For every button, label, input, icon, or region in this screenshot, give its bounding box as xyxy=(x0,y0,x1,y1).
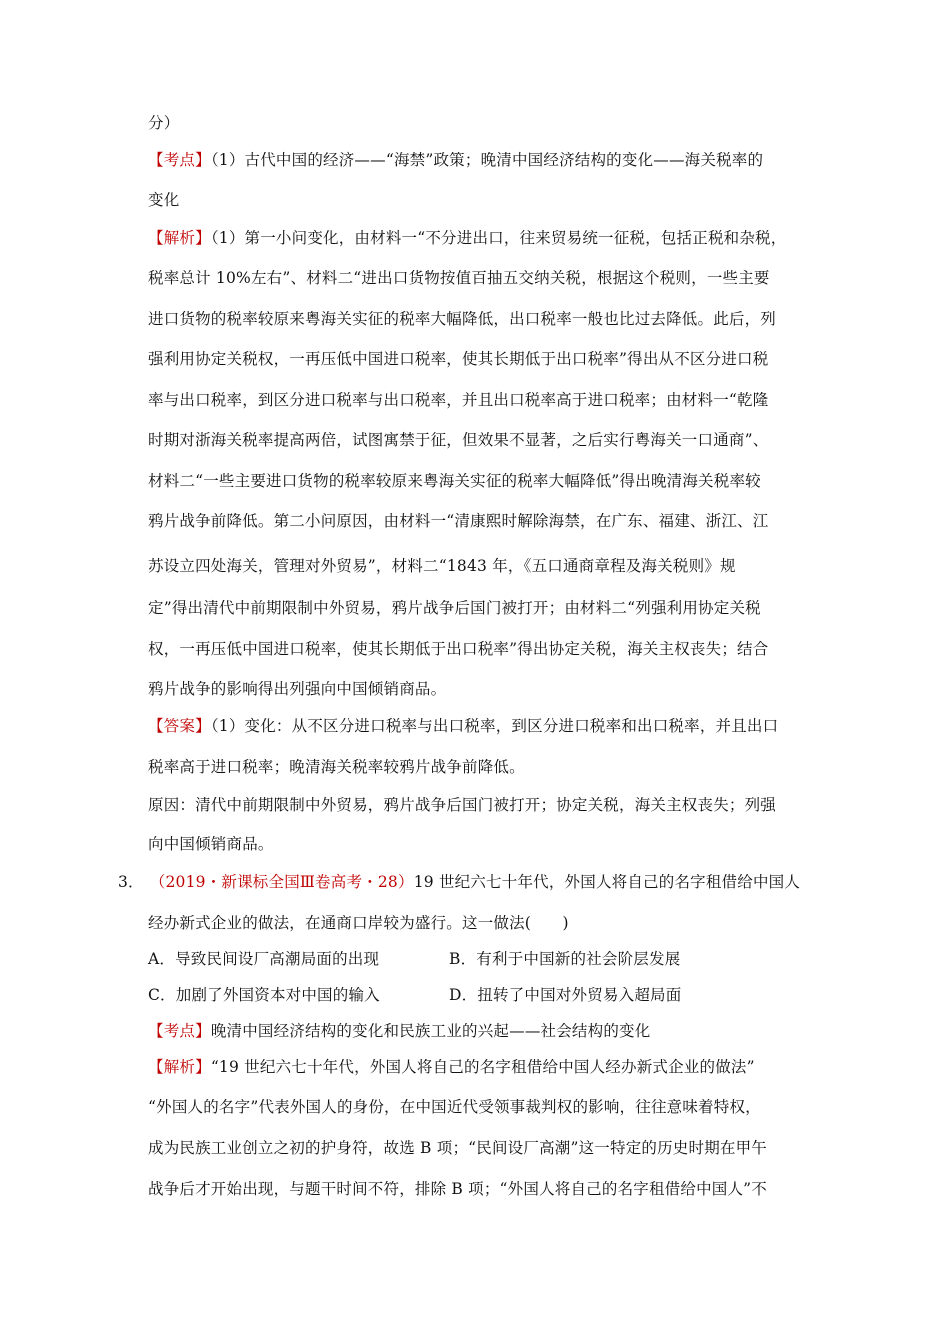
jiexi-line-2: 税率总计 10%左右”、材料二“进出口货物按值百抽五交纳关税，根据这个税则，一些主要 xyxy=(148,269,770,287)
daan-line-1 xyxy=(148,716,778,736)
question-source: （2019・新课标全国Ⅲ卷高考・28） xyxy=(149,873,414,891)
jiexi-line-9: 苏设立四处海关，管理对外贸易”，材料二“1843 年，《五口通商章程及海关税则》规 xyxy=(148,557,736,575)
q3-jiexi-line-2: “外国人的名字”代表外国人的身份，在中国近代受领事裁判权的影响，往往意味着特权， xyxy=(148,1098,761,1116)
daan-line-4: 向中国倾销商品。 xyxy=(148,835,274,853)
prev-answer-tail: 分） xyxy=(148,114,180,132)
question-3-stem-line-2: 经办新式企业的做法，在通商口岸较为盛行。这一做法( ) xyxy=(148,914,569,932)
question-number: 3． xyxy=(118,873,144,891)
q3-kaodian-tag: 【考点】 xyxy=(148,1022,211,1040)
option-d[interactable]: D．扭转了中国对外贸易入超局面 xyxy=(449,986,682,1004)
q3-kaodian-line xyxy=(148,1021,650,1041)
jiexi-text: （1）第一小问变化，由材料一“不分进出口，往来贸易统一征税，包括正税和杂税， xyxy=(210,229,787,247)
kaodian-text: （1）古代中国的经济——“海禁”政策；晚清中国经济结构的变化——海关税率的 xyxy=(210,151,764,169)
jiexi-line-1 xyxy=(148,228,786,248)
q3-jiexi-line-4: 战争后才开始出现，与题干时间不符，排除 B 项；“外国人将自己的名字租借给中国人”不 xyxy=(148,1180,767,1198)
q3-jiexi-line-1 xyxy=(148,1057,755,1077)
q3-jiexi-text: “19 世纪六七十年代，外国人将自己的名字租借给中国人经办新式企业的做法” xyxy=(210,1058,755,1076)
question-3-stem-line-1 xyxy=(118,872,800,892)
kaodian-tag: 【考点】 xyxy=(148,151,211,169)
kaodian-line-2: 变化 xyxy=(148,191,180,209)
jiexi-line-8: 鸦片战争前降低。第二小问原因，由材料一“清康熙时解除海禁，在广东、福建、浙江、江 xyxy=(148,512,769,530)
jiexi-line-6: 时期对浙海关税率提高两倍，试图寓禁于征，但效果不显著，之后实行粤海关一口通商”、 xyxy=(148,431,769,449)
jiexi-line-12: 鸦片战争的影响得出列强向中国倾销商品。 xyxy=(148,680,447,698)
option-b[interactable]: B．有利于中国新的社会阶层发展 xyxy=(449,950,681,968)
daan-line-3: 原因：清代中前期限制中外贸易，鸦片战争后国门被打开；协定关税，海关主权丧失；列强 xyxy=(148,796,777,814)
jiexi-line-5: 率与出口税率，到区分进口税率与出口税率，并且出口税率高于进口税率；由材料一“乾隆 xyxy=(148,391,769,409)
question-stem-text: 19 世纪六七十年代，外国人将自己的名字租借给中国人 xyxy=(413,873,801,891)
jiexi-line-10: 定”得出清代中前期限制中外贸易，鸦片战争后国门被打开；由材料二“列强利用协定关税 xyxy=(148,599,761,617)
jiexi-line-7: 材料二“一些主要进口货物的税率较原来粤海关实征的税率大幅降低”得出晚清海关税率较 xyxy=(148,472,761,490)
daan-line-2: 税率高于进口税率；晚清海关税率较鸦片战争前降低。 xyxy=(148,758,525,776)
daan-tag: 【答案】 xyxy=(148,717,211,735)
q3-jiexi-tag: 【解析】 xyxy=(148,1058,211,1076)
jiexi-line-4: 强利用协定关税权，一再压低中国进口税率，使其长期低于出口税率”得出从不区分进口税 xyxy=(148,350,769,368)
daan-text: （1）变化：从不区分进口税率与出口税率，到区分进口税率和出口税率，并且出口 xyxy=(210,717,779,735)
jiexi-line-11: 权，一再压低中国进口税率，使其长期低于出口税率”得出协定关税，海关主权丧失；结合 xyxy=(148,640,769,658)
q3-jiexi-line-3: 成为民族工业创立之初的护身符，故选 B 项；“民间设厂高潮”这一特定的历史时期在甲午 xyxy=(148,1139,767,1157)
option-c[interactable]: C．加剧了外国资本对中国的输入 xyxy=(148,986,380,1004)
option-a[interactable]: A．导致民间设厂高潮局面的出现 xyxy=(148,950,380,968)
jiexi-line-3: 进口货物的税率较原来粤海关实征的税率大幅降低，出口税率一般也比过去降低。此后，列 xyxy=(148,310,777,328)
jiexi-tag: 【解析】 xyxy=(148,229,211,247)
kaodian-line-1 xyxy=(148,150,763,170)
q3-kaodian-text: 晚清中国经济结构的变化和民族工业的兴起——社会结构的变化 xyxy=(210,1022,651,1040)
